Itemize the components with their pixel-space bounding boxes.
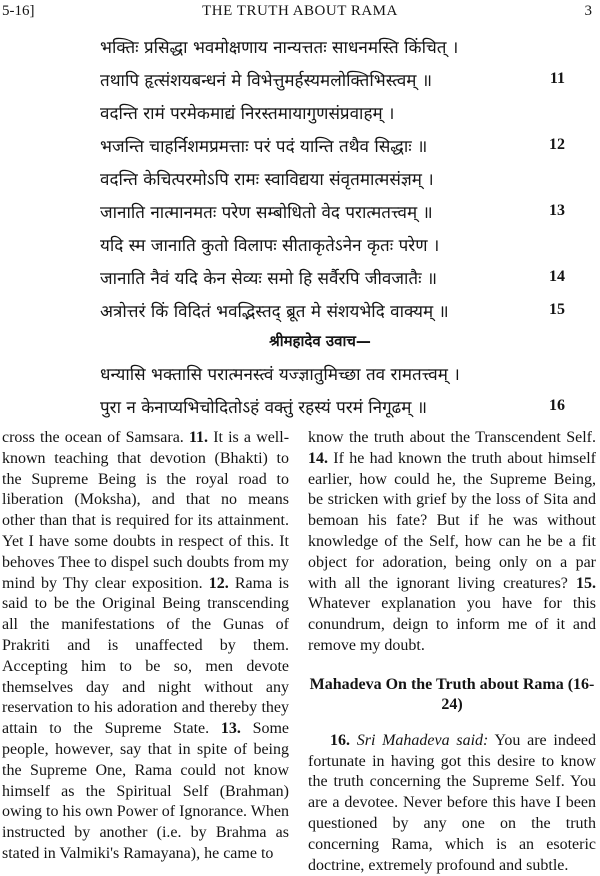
verse-line	[0, 228, 600, 261]
verse-number: 13	[549, 202, 565, 219]
verse-ref-number: 15.	[576, 574, 596, 592]
page-header	[0, 0, 600, 24]
running-title: THE TRUTH ABOUT RAMA	[202, 3, 398, 19]
translation-text: know the truth about the Transcendent Self.	[308, 429, 596, 446]
verse-text: जानाति नात्मानमतः परेण सम्बोधितो वेद परात्मतत्त्वम् ॥	[100, 203, 433, 223]
translation-paragraph	[308, 731, 596, 876]
translation-left-column	[2, 428, 289, 865]
translation-text: cross the ocean of Samsara.	[2, 429, 184, 446]
verse-text: जानाति नैवं यदि केन सेव्यः समो हि सर्वैरपि जीवजातैः ॥	[100, 269, 438, 289]
verse-line	[0, 96, 600, 129]
verse-number: 16	[549, 397, 565, 414]
verse-line	[0, 63, 600, 96]
verse-ref-number: 14.	[308, 449, 328, 467]
verse-text: वदन्ति केचित्परमोऽपि रामः स्वाविद्यया संवृतमात्मसंज्ञम् ।	[100, 170, 434, 190]
verse-line	[0, 294, 600, 327]
sanskrit-verses	[0, 30, 600, 423]
speaker-label: Sri Mahadeva said:	[356, 731, 489, 749]
translation-paragraph	[308, 428, 596, 657]
verse-text: भक्तिः प्रसिद्धा भवमोक्षणाय नान्यत्ततः साधनमस्ति किंचित् ।	[100, 38, 459, 58]
translation-text: Some people, however, say that in spite of being the Supreme One, Rama could not know himself as the Spiritual Self (Brahman) owing to his own Power of Ignorance. When instructed by another (i.e. by Brahma as stated in Valmiki's Ramayana), he came to	[2, 720, 290, 862]
translation-text: If he had known the truth about himself earlier, how could he, the Supreme Being, be stricken with grief by the loss of Sita and bemoan his fate? But if he was without knowledge of the Self, how can he be a fit object for adoration, being only on a par with all the ignorant living creatures?	[308, 449, 597, 592]
verse-text: तथापि हृत्संशयबन्धनं मे विभेत्तुमर्हस्यमलोक्तिभिस्त्वम् ॥	[100, 71, 433, 91]
section-heading: Mahadeva On the Truth about Rama (16-24)	[309, 675, 595, 713]
verse-line	[0, 162, 600, 195]
verse-text: धन्यासि भक्तासि परात्मनस्त्वं यज्ज्ञातुमिच्छा तव रामतत्त्वम् ।	[100, 365, 460, 385]
verse-text: भजन्ति चाहर्निशमप्रमत्ताः परं पदं यान्ति तथैव सिद्धाः ॥	[100, 137, 428, 157]
verse-number: 14	[549, 268, 565, 285]
verse-text: वदन्ति रामं परमेकमाद्यं निरस्तमायागुणसंप्रवाहम् ।	[100, 104, 395, 124]
verse-speaker-heading: श्रीमहादेव उवाच—	[269, 332, 371, 350]
verse-text: यदि स्म जानाति कुतो विलापः सीताकृतेऽनेन कृतः परेण ।	[100, 236, 440, 256]
verse-line	[0, 129, 600, 162]
verse-ref-number: 13.	[220, 720, 241, 738]
translation-text: Whatever explanation you have for this conundrum, deign to inform me of it and remove my doubt.	[308, 595, 596, 654]
translation-paragraph	[2, 428, 289, 865]
translation-text: You are indeed fortunate in having got this desire to know the truth concerning the Supreme Self. You are a devotee. Never before this have I been questioned by any one on the truth concerning Rama, which is an esoteric doctrine, extremely profound and subtle.	[308, 731, 597, 874]
verse-line	[0, 390, 600, 423]
page-number: 3	[584, 3, 592, 19]
translation-text: Rama is said to be the Original Being transcending all the manifestations of the Gunas of Prakriti and is unaffected by them. Accepting him to be so, men devote themselves day and night without any reservation to his adoration and thereby they attain to the Supreme State.	[2, 574, 289, 738]
verse-number: 12	[549, 136, 565, 153]
verse-ref-number: 11.	[188, 429, 209, 446]
verse-line	[0, 261, 600, 294]
verse-line	[0, 357, 600, 390]
verse-ref-number: 16.	[330, 731, 350, 749]
verse-text: पुरा न केनाप्यभिचोदितोऽहं वक्तुं रहस्यं परमं निगूढम् ॥	[100, 398, 427, 418]
verse-number: 11	[549, 70, 565, 87]
verse-ref-number: 12.	[208, 574, 229, 592]
translation-right-column	[308, 428, 596, 876]
verse-text: अत्रोत्तरं किं विदितं भवद्भिस्तद् ब्रूत मे संशयभेदि वाक्यम् ॥	[100, 302, 449, 322]
verse-line	[0, 195, 600, 228]
verse-number: 15	[549, 301, 565, 318]
translation-text: It is a well-known teaching that devotion (Bhakti) to the Supreme Being is the royal road to liberation (Moksha), and that no means other than that is required for its attainment. Yet I have some doubts in respect of this. It behoves Thee to dispel such doubts from my mind by Thy clear exposition.	[2, 429, 290, 592]
verse-line	[0, 30, 600, 63]
chapter-verse-range: 5-16]	[2, 3, 35, 19]
